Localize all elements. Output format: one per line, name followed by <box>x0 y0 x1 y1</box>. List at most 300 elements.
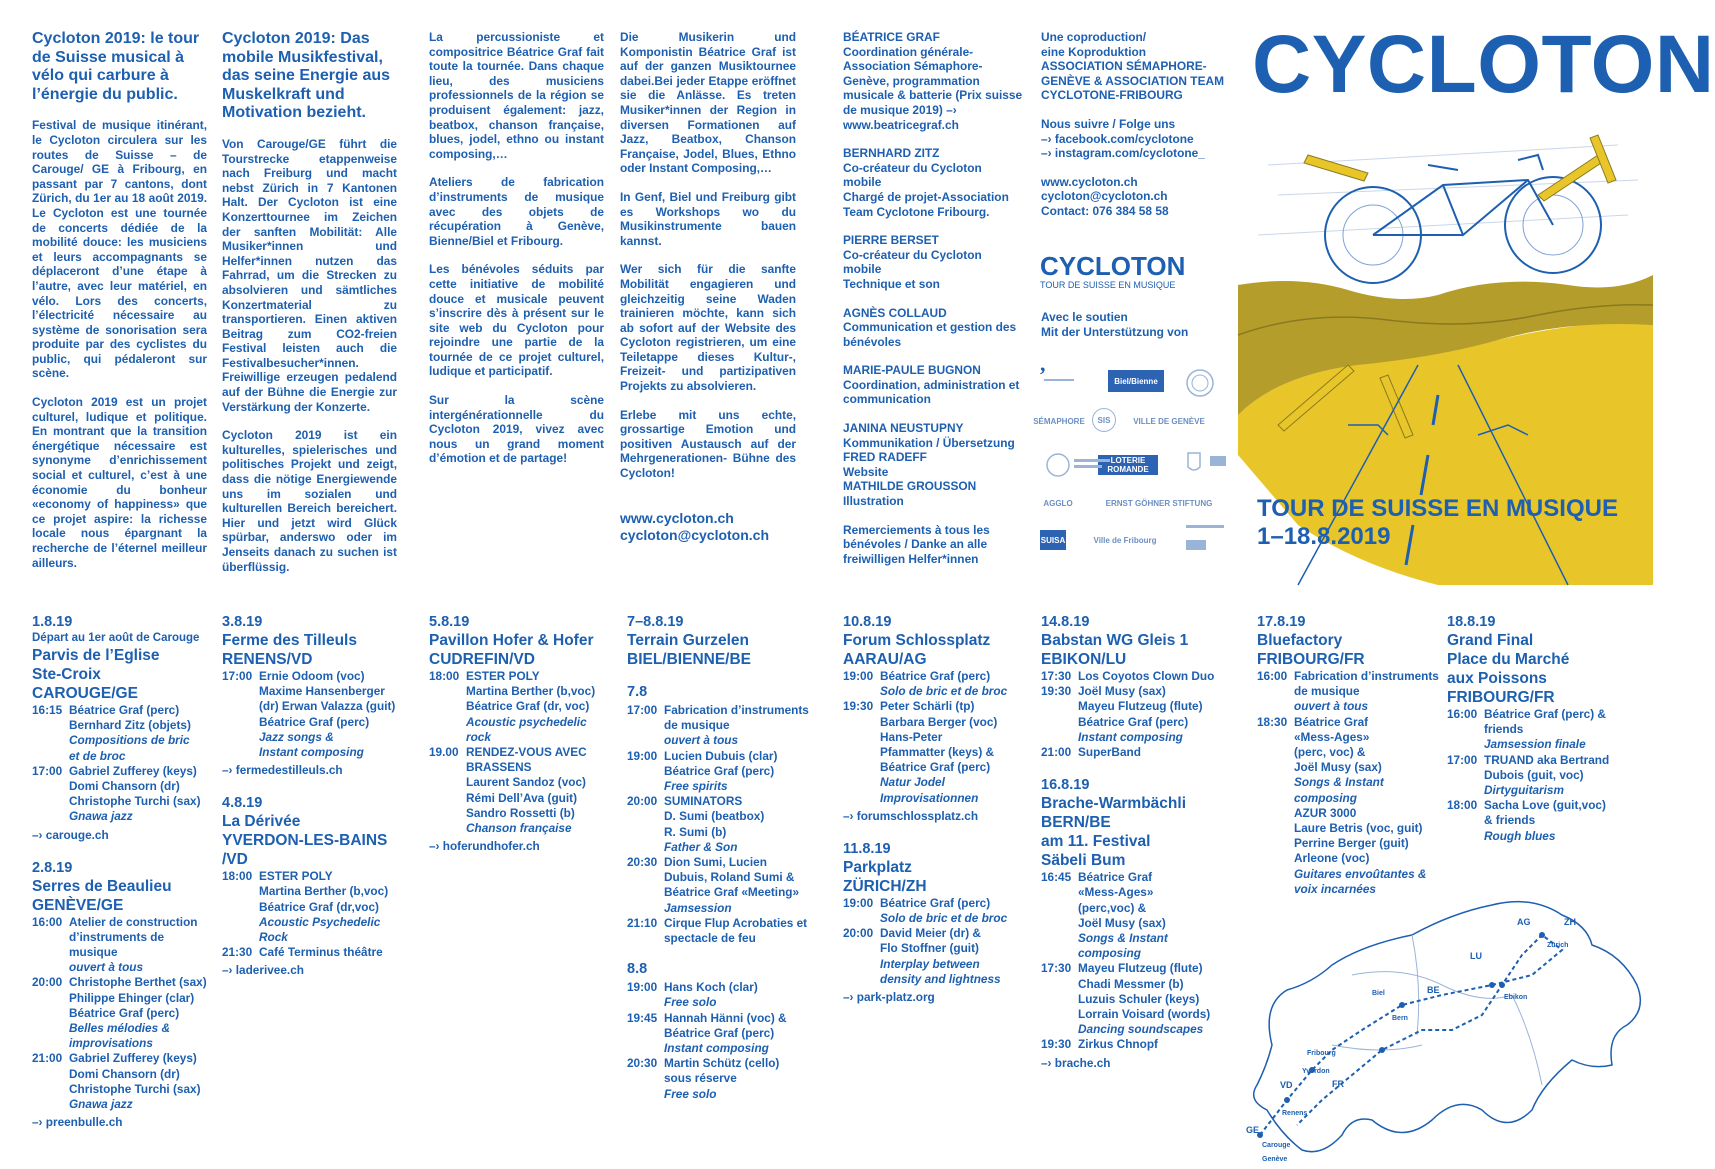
schedule-column <box>429 613 609 870</box>
intro-fr-paragraph: Cycloton 2019 est un projet culturel, ludique et politique. En montrant que la transition énergétique nécessaire est synonyme d’enrichissement social et culturel, c’est à une économie du bonheur «economy of happiness» que ce projet aspire: la richesse locale nous épargnant la recherche de l’éternel meilleur ailleurs. <box>32 395 207 570</box>
program-genre: Compositions de bric et de broc <box>69 733 190 763</box>
schedule-column <box>32 613 207 1146</box>
program-time <box>429 821 466 836</box>
info-fr-paragraph: Les bénévoles séduits par cette initiative de mobilité douce et musicale peuvent s’inscrire dès à présent sur le site web du Cycloton pour rejoindre une partie de la tournée de ce projet culturel, ludique et participatif. <box>429 262 604 379</box>
program-performers: Martin Schütz (cello) sous réserve <box>664 1056 780 1086</box>
event-note: Départ au 1er août de Carouge <box>32 632 200 644</box>
program-time: 19:00 <box>627 748 658 763</box>
event-venue: La Dérivée YVERDON-LES-BAINS /VD <box>222 813 388 869</box>
program-time <box>627 995 664 1010</box>
program-time: 18:00 <box>1447 798 1478 813</box>
program-genre: ouvert à tous <box>1294 699 1369 714</box>
program-row <box>429 821 609 836</box>
event-date: 7–8.8.19 <box>627 614 684 630</box>
program-performers: Gabriel Zufferey (keys) Domi Chansorn (dr) Christophe Turchi (sax) <box>69 1051 201 1096</box>
schedule-event <box>429 613 609 854</box>
program-performers: Ernie Odoom (voc) Maxime Hansenberger (dr) Erwan Valazza (guit) Béatrice Graf (perc) <box>259 669 396 729</box>
program-row <box>627 980 812 995</box>
schedule-column <box>1447 613 1632 860</box>
program-time <box>32 1021 69 1051</box>
program-row <box>32 764 207 810</box>
program-genre: Belles mélodies & improvisations <box>69 1021 170 1051</box>
social-links[interactable]: Nous suivre / Folge uns –› facebook.com/cyclotone –› instagram.com/cyclotone_ <box>1041 116 1205 161</box>
team-member: BÉATRICE GRAF Coordination générale-Association Sémaphore-Genève, programmation musicale & batterie (Prix suisse de musique 2019) –› www.beatricegraf.ch <box>843 30 1023 132</box>
program-row <box>1257 715 1447 776</box>
program-time: 16:45 <box>1041 870 1072 885</box>
event-date: 5.8.19 <box>429 614 470 630</box>
team-member: PIERRE BERSET Co-créateur du Cycloton mobile Technique et son <box>843 233 982 291</box>
program-performers: Béatrice Graf «Mess-Ages» (perc,voc) & Joël Musy (sax) <box>1078 870 1166 930</box>
program-performers: Béatrice Graf (perc) <box>880 895 991 910</box>
program-performers: ESTER POLY Martina Berther (b,voc) Béatrice Graf (dr, voc) <box>466 669 596 714</box>
program-performers: Béatrice Graf (perc) & friends <box>1484 707 1606 737</box>
program-genre: Gnawa jazz <box>69 809 133 824</box>
program-time: 19:45 <box>627 1010 658 1025</box>
map-label: Fribourg <box>1307 1050 1336 1057</box>
program-genre: Dancing soundscapes <box>1078 1022 1204 1037</box>
info-fr-paragraph: La percussioniste et compositrice Béatrice Graf fait toute la tournée. Dans chaque lieu, des musiciens professionnels de la région se produisent également: jazz, beatbox, chanson française, blues, jodel, ethno ou instant composing,… <box>429 30 604 161</box>
program-performers: Zirkus Chnopf <box>1078 1037 1158 1052</box>
program-row <box>627 1056 812 1086</box>
program-time <box>32 809 69 824</box>
program-performers: Fabrication d’instruments de musique <box>664 703 809 733</box>
program-row <box>1447 707 1632 737</box>
map-label: AG <box>1517 917 1531 927</box>
program-row <box>1041 1022 1231 1037</box>
tagline-main: TOUR DE SUISSE EN MUSIQUE <box>1257 495 1618 522</box>
map-label: FR <box>1332 1079 1344 1089</box>
program-time <box>843 957 880 987</box>
program-row <box>627 733 812 748</box>
program-row <box>1447 783 1632 798</box>
program-time <box>843 775 880 805</box>
event-venue: Ferme des Tilleuls RENENS/VD <box>222 632 357 668</box>
program-row <box>1447 737 1632 752</box>
program-genre: Instant composing <box>664 1041 769 1056</box>
intro-fr-paragraph: Festival de musique itinérant, le Cycloton circulera sur les routes de Suisse – de Carouge/ GE à Fribourg, en passant par 7 cantons, dont Zürich, du 1er au 18 août 2019. Le Cycloton est une tournée de concerts dédiée de la mobilité douce: les musiciens et leurs accompagnants se déplaceront d’une étape à l’autre, avec leur matériel, en vélo. Lors des concerts, l’électricité nécessaire au système de sonorisation sera produite par des cyclistes du public, qui pédaleront sur scène. <box>32 118 207 381</box>
program-time <box>222 730 259 760</box>
schedule-column <box>627 613 812 1118</box>
program-time <box>1447 783 1484 798</box>
program-time <box>429 715 466 745</box>
venue-link[interactable]: –› fermedestilleuls.ch <box>222 763 343 778</box>
event-date: 14.8.19 <box>1041 614 1090 630</box>
program-row <box>1041 1037 1231 1052</box>
event-subdate: 8.8 <box>627 961 648 978</box>
program-time: 19:30 <box>1041 684 1072 699</box>
program-row <box>1257 775 1447 805</box>
program-row <box>627 916 812 946</box>
team-member: BERNHARD ZITZ Co-créateur du Cycloton mobile Chargé de projet-Association Team Cyclotone Fribourg. <box>843 146 1009 219</box>
program-genre: Jamsession <box>664 900 732 915</box>
program-time: 19:30 <box>1041 1037 1072 1052</box>
schedule-event <box>1041 613 1231 760</box>
info-de-paragraph: Erlebe mit uns echte, grossartige Emotion und positiven Austausch auf der Mehrgenerationen- Bühne des Cycloton! <box>620 407 796 481</box>
event-date: 3.8.19 <box>222 614 263 630</box>
program-row <box>429 745 609 821</box>
event-venue: Parkplatz ZÜRICH/ZH <box>843 858 927 895</box>
program-row <box>627 1087 812 1102</box>
program-performers: Cirque Flup Acrobaties et spectacle de feu <box>664 915 808 946</box>
program-row <box>222 669 397 730</box>
info-de-paragraph: Wer sich für die sanfte Mobilität engagieren und gleichzeitig seine Waden trainieren möchte, kann sich ab sofort auf der Website des Cycloton registrieren, um eine Teiletappe dieses Kultur-, Freizeit- und partizipativen Projekts zu absolvieren. <box>620 262 796 394</box>
cover-tagline <box>1257 495 1618 551</box>
program-genre: Instant composing <box>1078 729 1183 744</box>
program-row <box>843 684 1023 699</box>
program-performers: Fabrication d’instruments de musique <box>1294 669 1439 699</box>
map-label: ZH <box>1564 917 1576 927</box>
schedule-event <box>627 613 812 1102</box>
venue-link[interactable]: –› forumschlossplatz.ch <box>843 808 979 823</box>
program-time: 20:00 <box>843 926 874 941</box>
event-date: 17.8.19 <box>1257 614 1306 630</box>
program-performers: Lucien Dubuis (clar) Béatrice Graf (perc) <box>664 748 778 778</box>
program-time: 19:00 <box>627 980 658 995</box>
intro-de-paragraph: Cycloton 2019 ist ein kulturelles, spielerisches und politisches Projekt und zeigt, dass die nötige Energiewende uns im sozialen und kulturellen Bereich bereichert. Hier und jetzt wird Glück spürbar, anderswo oder im Jenseits danach zu suchen ist überflüssig. <box>222 428 397 574</box>
schedule-column <box>1041 613 1231 1087</box>
program-row <box>222 915 397 945</box>
program-row <box>1041 745 1231 760</box>
logo-subtitle: TOUR DE SUISSE EN MUSIQUE <box>1040 280 1176 290</box>
program-genre: Jamsession finale <box>1484 737 1586 752</box>
program-row <box>1257 669 1447 699</box>
program-row <box>32 1021 207 1051</box>
program-genre: ouvert à tous <box>69 960 144 975</box>
program-time: 21:30 <box>222 945 253 960</box>
info-fr <box>429 30 604 480</box>
cover-title: CYCLOTON <box>1252 19 1715 110</box>
intro-fr-heading: Cycloton 2019: le tour de Suisse musical à vélo qui carbure à l’énergie du public. <box>32 30 200 103</box>
sponsor-logo: Ville de Fribourg <box>1093 535 1157 545</box>
program-row <box>843 926 1023 956</box>
venue-link[interactable]: –› park-platz.org <box>843 990 935 1005</box>
program-genre: Songs & Instant composing <box>1294 775 1384 805</box>
info-fr-paragraph: Sur la scène intergénérationnelle du Cycloton 2019, vivez avec nous un grand moment d’émotion et de partage! <box>429 393 604 466</box>
program-row <box>627 779 812 794</box>
schedule-column <box>222 613 397 994</box>
event-date: 2.8.19 <box>32 859 73 876</box>
program-genre: Free solo <box>664 1086 717 1101</box>
program-performers: Béatrice Graf «Mess-Ages» (perc, voc) & Joël Musy (sax) <box>1294 714 1382 775</box>
program-time <box>222 915 259 945</box>
program-time <box>1447 829 1484 844</box>
support-label: Avec le soutien Mit der Unterstützung von <box>1041 310 1189 339</box>
program-performers: Mayeu Flutzeug (flute) Chadi Messmer (b) Luzuis Schuler (keys) Lorrain Voisard (words) <box>1078 961 1211 1022</box>
program-row <box>1257 806 1447 867</box>
program-genre: Free spirits <box>664 779 728 794</box>
coproduction-text: Une coproduction/ eine Koproduktion ASSOCIATION SÉMAPHORE-GENÈVE & ASSOCIATION TEAM CYCLOTONE-FRIBOURG <box>1041 30 1224 103</box>
program-row <box>627 703 812 733</box>
program-time: 17:00 <box>32 763 63 778</box>
program-time <box>1257 699 1294 714</box>
program-genre: Guitares envoûtantes & voix incarnées <box>1294 866 1427 896</box>
schedule-column <box>843 613 1023 1021</box>
event-date: 10.8.19 <box>843 614 892 630</box>
program-performers: ESTER POLY Martina Berther (b,voc) Béatrice Graf (dr,voc) <box>259 869 389 914</box>
program-performers: Peter Schärli (tp) Barbara Berger (voc) Hans-Peter Pfammatter (keys) & Béatrice Graf (perc) <box>880 699 998 775</box>
program-time <box>1257 867 1294 897</box>
program-time: 20:30 <box>627 855 658 870</box>
venue-link[interactable]: –› hoferundhofer.ch <box>429 839 540 854</box>
program-genre: Father & Son <box>664 839 738 854</box>
program-row <box>1041 961 1231 1022</box>
program-time: 20:30 <box>627 1056 658 1071</box>
event-venue: Terrain Gurzelen BIEL/BIENNE/BE <box>627 632 752 668</box>
schedule-event <box>1447 613 1632 844</box>
program-row <box>429 715 609 745</box>
program-time: 16:15 <box>32 703 63 717</box>
program-time <box>627 840 664 855</box>
event-venue: Serres de Beaulieu GENÈVE/GE <box>32 877 172 914</box>
program-time <box>32 960 69 975</box>
intro-de-paragraph: Von Carouge/GE führt die Tourstrecke etappenweise nach Freiburg und macht nebst Zürich in 7 Kantonen Halt. Der Cycloton ist eine Konzerttournee im Zeichen der sanften Mobilität: Alle Musiker*innen und Helfer*innen nutzen das Fahrrad, um die Strecken zu absolvieren und sämtliches Konzertmaterial zu transportieren. Einen aktiven Beitrag zum CO2-freien Festival leisten auch die Festivalbesucher*innen. Freiwillige erzeugen pedalend auf der Bühne die Energie zur Verstärkung der Konzerte. <box>222 136 397 414</box>
schedule-event <box>843 613 1023 824</box>
program-time <box>627 779 664 794</box>
program-performers: Los Coyotos Clown Duo <box>1078 669 1215 683</box>
program-row <box>32 915 207 961</box>
program-time: 18:30 <box>1257 714 1288 729</box>
event-venue: Forum Schlossplatz AARAU/AG <box>843 632 991 668</box>
program-time: 17:30 <box>1041 669 1072 683</box>
event-venue: Brache-Warmbächli BERN/BE am 11. Festival Säbeli Bum <box>1041 795 1186 870</box>
program-row <box>1447 829 1632 844</box>
program-row <box>843 911 1023 926</box>
program-time <box>1447 737 1484 752</box>
program-genre: Jazz songs & Instant composing <box>259 729 364 760</box>
program-performers: RENDEZ-VOUS AVEC BRASSENS Laurent Sandoz (voc) Rémi Dell’Ava (guit) Sandro Rossetti (b) <box>466 745 587 820</box>
program-performers: Hannah Hänni (voc) & Béatrice Graf (perc) <box>664 1010 787 1040</box>
map-label: Ebikon <box>1504 994 1528 1001</box>
program-row <box>627 794 812 840</box>
program-performers: Béatrice Graf (perc) <box>880 669 991 683</box>
info-links <box>620 510 810 544</box>
program-time: 19.00 <box>429 745 459 760</box>
program-time: 20:00 <box>627 794 658 809</box>
program-genre: ouvert à tous <box>664 733 739 748</box>
team-member: JANINA NEUSTUPNY Kommunikation / Übersetzung FRED RADEFF Website MATHILDE GROUSSON Illustration <box>843 421 1015 509</box>
program-row <box>843 896 1023 911</box>
program-time <box>1041 730 1078 745</box>
program-genre: Natur Jodel Improvisationnen <box>880 775 979 805</box>
program-time <box>627 1041 664 1056</box>
schedule-event <box>1041 776 1231 1070</box>
sponsor-logo: SUISA <box>1040 530 1066 550</box>
logo-wordmark: CYCLOTON <box>1040 251 1186 281</box>
program-time <box>32 733 69 763</box>
sponsor-logo: AGGLO <box>1043 498 1073 508</box>
event-date: 18.8.19 <box>1447 614 1496 630</box>
program-performers: Café Terminus théâtre <box>259 945 383 960</box>
program-genre: Interplay between density and lightness <box>880 956 1001 986</box>
tagline-dates: 1–18.8.2019 <box>1257 523 1391 550</box>
program-genre: Free solo <box>664 995 717 1010</box>
event-venue: Bluefactory FRIBOURG/FR <box>1257 632 1365 668</box>
program-genre: Chanson française <box>466 821 572 836</box>
coproduction <box>1041 30 1226 233</box>
program-row <box>627 995 812 1010</box>
program-time: 17:00 <box>222 669 253 683</box>
program-time: 17:00 <box>1447 752 1478 767</box>
program-row <box>32 703 207 733</box>
program-genre: Solo de bric et de broc <box>880 684 1008 699</box>
map-label: Zürich <box>1547 942 1569 949</box>
schedule-event <box>222 794 397 978</box>
website-link[interactable]: www.cycloton.ch <box>620 510 734 526</box>
team-credits <box>843 30 1023 580</box>
svg-text:,: , <box>1040 351 1046 376</box>
program-time <box>1257 806 1294 867</box>
program-time <box>1257 775 1294 805</box>
program-row <box>1041 669 1231 684</box>
event-venue: Grand Final Place du Marché aux Poissons FRIBOURG/FR <box>1447 632 1570 706</box>
program-performers: Béatrice Graf (perc) Bernhard Zitz (objets) <box>69 703 191 733</box>
venue-link[interactable]: –› brache.ch <box>1041 1055 1111 1070</box>
program-row <box>32 809 207 824</box>
program-row <box>1041 730 1231 745</box>
event-date: 4.8.19 <box>222 795 263 812</box>
program-performers: SuperBand <box>1078 745 1141 760</box>
program-time <box>843 684 880 699</box>
map-label: LU <box>1470 951 1482 961</box>
info-de-paragraph: Die Musikerin und Komponistin Béatrice Graf ist auf der ganzen Musiktournee dabei.Bei jeder Etappe eröffnet sie die Anlässe. Es treten Musiker*innen der Region in diversen Formationen auf Jazz, Beatbox, Chanson Française, Jodel, Blues, Ethno oder Instant Composing,… <box>620 30 796 176</box>
program-genre: Rough blues <box>1484 828 1556 843</box>
program-row <box>222 730 397 760</box>
info-fr-paragraph: Ateliers de fabrication d’instruments de musique avec des objets de récupération à Genève, Bienne/Biel et Fribourg. <box>429 175 604 248</box>
program-genre: Solo de bric et de broc <box>880 911 1008 926</box>
program-row <box>843 669 1023 684</box>
info-de-paragraph: In Genf, Biel und Freiburg gibt es Workshops wo du Musikinstrumente bauen kannst. <box>620 189 796 248</box>
program-row <box>1041 870 1231 931</box>
program-genre: Acoustic psychedelic rock <box>466 714 587 744</box>
program-performers: Joël Musy (sax) Mayeu Flutzeug (flute) Béatrice Graf (perc) <box>1078 684 1203 729</box>
event-venue: Parvis de l’Eglise Ste-Croix CAROUGE/GE <box>32 647 160 702</box>
program-time: 20:00 <box>32 975 63 990</box>
program-genre: Gnawa jazz <box>69 1097 133 1112</box>
schedule-event <box>32 613 207 843</box>
venue-link[interactable]: –› carouge.ch <box>32 827 109 842</box>
map-label: BE <box>1427 985 1440 995</box>
program-row <box>627 855 812 901</box>
program-performers: AZUR 3000 Laure Betris (voc, guit) Perrine Berger (guit) Arleone (voc) <box>1294 805 1423 866</box>
map-label: GE <box>1246 1125 1260 1135</box>
schedule-event <box>32 859 207 1131</box>
map-label: Bern <box>1392 1015 1408 1022</box>
program-row <box>843 775 1023 805</box>
program-performers: Dion Sumi, Lucien Dubuis, Roland Sumi & Béatrice Graf «Meeting» <box>664 855 800 900</box>
program-performers: SUMINATORS D. Sumi (beatbox) R. Sumi (b) <box>664 794 765 839</box>
program-genre: Dirtyguitarism <box>1484 783 1564 798</box>
program-time <box>32 1097 69 1112</box>
program-time: 19:00 <box>843 669 874 683</box>
program-time <box>843 911 880 926</box>
program-row <box>1257 867 1447 897</box>
map-label: VD <box>1280 1080 1293 1090</box>
sponsor-marks <box>1033 351 1228 555</box>
sponsor-logo: Biel/Bienne <box>1108 370 1164 392</box>
map-label: Carouge <box>1262 1142 1291 1149</box>
program-row <box>222 945 397 960</box>
schedule-event <box>222 613 397 778</box>
info-de <box>620 30 796 495</box>
intro-de <box>222 30 397 588</box>
intro-de-heading: Cycloton 2019: Das mobile Musikfestival, das seine Energie aus Muskelkraft und Motivation bezieht. <box>222 30 391 122</box>
map-label: Biel <box>1372 990 1385 997</box>
sponsor-logo: VILLE DE GENÈVE <box>1133 416 1205 426</box>
program-performers: Gabriel Zufferey (keys) Domi Chansorn (dr) Christophe Turchi (sax) <box>69 763 201 809</box>
program-row <box>32 975 207 1021</box>
program-genre: Acoustic Psychedelic Rock <box>259 914 381 945</box>
map-label: Yverdon <box>1302 1068 1330 1075</box>
venue-link[interactable]: –› preenbulle.ch <box>32 1115 123 1130</box>
program-row <box>222 869 397 915</box>
program-time <box>627 733 664 748</box>
event-date: 1.8.19 <box>32 614 73 630</box>
team-member: AGNÈS COLLAUD Communication et gestion des bénévoles <box>843 305 1017 349</box>
intro-fr <box>32 30 207 584</box>
program-row <box>627 749 812 779</box>
program-time <box>1041 1022 1078 1037</box>
program-time: 16:00 <box>1447 707 1478 721</box>
program-time: 19:00 <box>843 895 874 910</box>
map-label: Genève <box>1262 1156 1288 1163</box>
switzerland-route-map <box>1242 895 1652 1165</box>
program-row <box>1041 931 1231 961</box>
email-link[interactable]: cycloton@cycloton.ch <box>620 527 770 543</box>
map-label: Renens <box>1282 1110 1308 1117</box>
event-venue: Babstan WG Gleis 1 EBIKON/LU <box>1041 632 1189 668</box>
program-time <box>627 901 664 916</box>
program-row <box>843 699 1023 775</box>
thanks-note: Remerciements à tous les bénévoles / Danke an alle freiwilligen Helfer*innen <box>843 522 990 566</box>
program-time: 16:00 <box>32 914 63 929</box>
program-row <box>627 1041 812 1056</box>
program-time: 18:00 <box>429 669 460 683</box>
program-time: 21:00 <box>1041 745 1072 760</box>
program-row <box>843 957 1023 987</box>
cycloton-logo <box>1040 252 1200 297</box>
program-row <box>32 733 207 763</box>
program-time: 18:00 <box>222 869 253 884</box>
sponsor-logo: ERNST GÖHNER STIFTUNG <box>1105 498 1213 508</box>
program-performers: David Meier (dr) & Flo Stoffner (guit) <box>880 926 981 956</box>
venue-link[interactable]: –› laderivee.ch <box>222 963 304 978</box>
program-row <box>32 1097 207 1112</box>
team-member: MARIE-PAULE BUGNON Coordination, administration et communication <box>843 363 1020 407</box>
sponsor-logo: SIS <box>1092 408 1116 432</box>
schedule-event <box>1257 613 1447 897</box>
event-date: 11.8.19 <box>843 840 891 857</box>
program-time: 21:10 <box>627 915 658 930</box>
program-performers: Atelier de construction d’instruments de musique <box>69 914 198 960</box>
program-performers: Christophe Berthet (sax) Philippe Ehinger (clar) Béatrice Graf (perc) <box>69 975 207 1020</box>
sponsor-logo: LOTERIE ROMANDE <box>1098 455 1158 475</box>
program-row <box>627 1011 812 1041</box>
sponsor-logo: SÉMAPHORE <box>1033 416 1085 426</box>
program-performers: Hans Koch (clar) <box>664 980 758 995</box>
program-row <box>1041 684 1231 730</box>
program-row <box>1257 699 1447 714</box>
program-row <box>429 669 609 715</box>
program-row <box>1447 753 1632 783</box>
schedule-column <box>1257 613 1447 913</box>
program-time <box>627 1087 664 1102</box>
program-row <box>627 840 812 855</box>
program-time: 16:00 <box>1257 669 1288 683</box>
program-time <box>1041 931 1078 961</box>
program-genre: Songs & Instant composing <box>1078 931 1168 961</box>
program-row <box>32 960 207 975</box>
schedule-event <box>843 840 1023 1005</box>
